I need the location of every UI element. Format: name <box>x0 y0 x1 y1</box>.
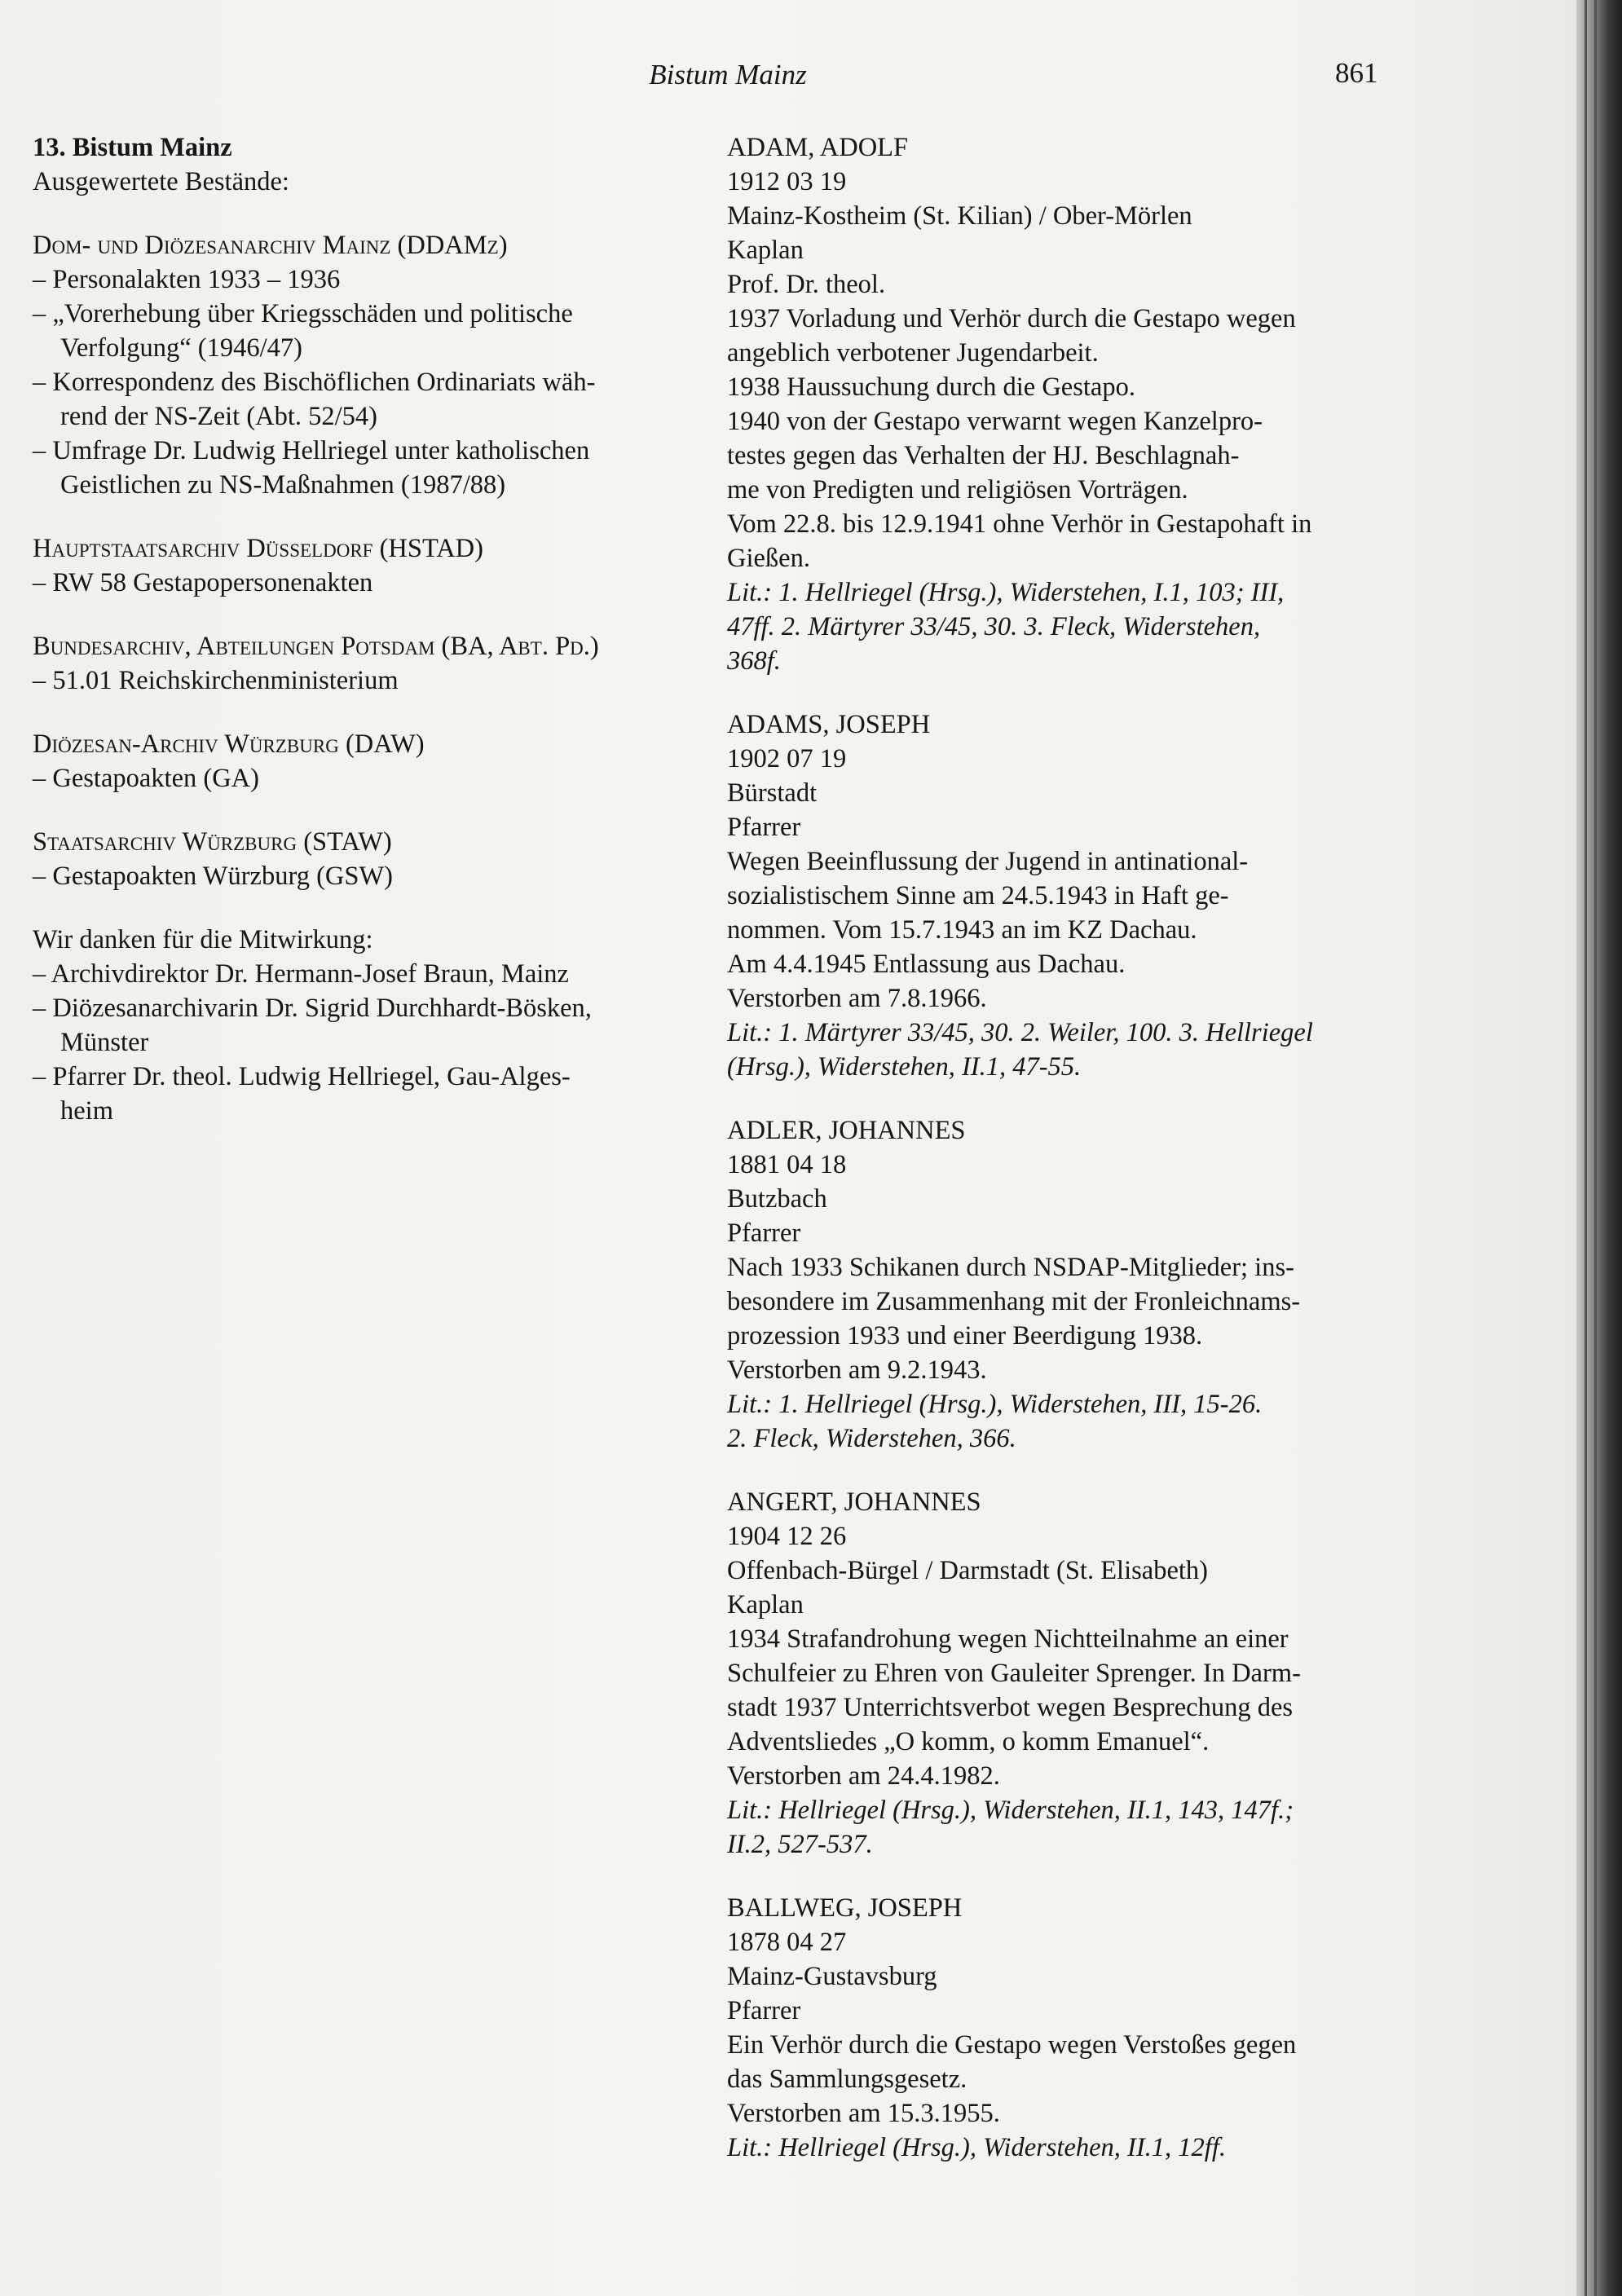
entry-line: Schulfeier zu Ehren von Gauleiter Sprenger. In Darm- <box>727 1659 1301 1688</box>
archive-name: Diözesan-Archiv Würzburg (DAW) <box>33 729 425 759</box>
sources-intro: Ausgewertete Bestände: <box>33 167 289 196</box>
thanks-intro: Wir danken für die Mitwirkung: <box>33 925 373 954</box>
entry-line: 1912 03 19 <box>727 167 847 196</box>
entry-line: Wegen Beeinflussung der Jugend in antinational- <box>727 847 1249 876</box>
entry-line: Pfarrer <box>727 1219 801 1248</box>
entry-name: ADAMS, JOSEPH <box>727 710 931 739</box>
entry-line: Bürstadt <box>727 778 818 808</box>
archive-item: – Personalakten 1933 – 1936 <box>33 265 341 294</box>
entry-literature: Lit.: 1. Hellriegel (Hrsg.), Widerstehen, III, 15-26. <box>727 1390 1263 1419</box>
entry-line: Mainz-Kostheim (St. Kilian) / Ober-Mörlen <box>727 201 1192 231</box>
archive-item: – 51.01 Reichskirchenministerium <box>33 666 399 695</box>
entry-line: das Sammlungsgesetz. <box>727 2065 967 2094</box>
thanks-item: – Archivdirektor Dr. Hermann-Josef Braun, Mainz <box>33 959 569 989</box>
entry-line: Am 4.4.1945 Entlassung aus Dachau. <box>727 950 1126 979</box>
biography-entry <box>727 130 1420 678</box>
entry-name: ADLER, JOHANNES <box>727 1116 966 1145</box>
spine-edge-line <box>1585 0 1587 2296</box>
entry-line: nommen. Vom 15.7.1943 an im KZ Dachau. <box>727 915 1197 945</box>
entry-line: besondere im Zusammenhang mit der Fronleichnams- <box>727 1287 1301 1316</box>
left-column <box>33 130 685 1128</box>
entry-line: Vom 22.8. bis 12.9.1941 ohne Verhör in Gestapohaft in <box>727 509 1312 539</box>
entry-literature: 368f. <box>727 646 781 676</box>
entry-line: Verstorben am 9.2.1943. <box>727 1355 987 1385</box>
thanks-item: – Pfarrer Dr. theol. Ludwig Hellriegel, Gau-Alges- <box>33 1062 571 1091</box>
archive-block <box>33 629 685 698</box>
archive-block <box>33 228 685 502</box>
entry-line: angeblich verbotener Jugendarbeit. <box>727 338 1099 368</box>
right-column <box>727 130 1420 2194</box>
archive-item: – RW 58 Gestapopersonenakten <box>33 568 373 597</box>
acknowledgements <box>33 923 685 1128</box>
entry-line: 1878 04 27 <box>727 1928 847 1957</box>
running-title: Bistum Mainz <box>649 59 807 90</box>
entry-literature: (Hrsg.), Widerstehen, II.1, 47-55. <box>727 1052 1082 1082</box>
archive-item-cont: rend der NS-Zeit (Abt. 52/54) <box>60 402 378 431</box>
entry-line: stadt 1937 Unterrichtsverbot wegen Besprechung des <box>727 1693 1294 1722</box>
entry-line: Adventsliedes „O komm, o komm Emanuel“. <box>727 1727 1210 1756</box>
entry-line: 1904 12 26 <box>727 1522 847 1551</box>
archive-item: – „Vorerhebung über Kriegsschäden und politische <box>33 299 573 328</box>
entry-literature: II.2, 527-537. <box>727 1830 873 1859</box>
page-number: 861 <box>1335 57 1378 89</box>
entry-line: Butzbach <box>727 1184 827 1214</box>
biography-entry <box>727 1485 1420 1862</box>
entry-line: Pfarrer <box>727 813 801 842</box>
entry-line: 1940 von der Gestapo verwarnt wegen Kanzelpro- <box>727 407 1263 436</box>
archive-name: Hauptstaatsarchiv Düsseldorf (HSTAD) <box>33 534 483 563</box>
entry-line: testes gegen das Verhalten der HJ. Beschlagnah- <box>727 441 1240 470</box>
thanks-item: – Diözesanarchivarin Dr. Sigrid Durchhardt-Bösken, <box>33 994 592 1023</box>
entry-line: sozialistischem Sinne am 24.5.1943 in Haft ge- <box>727 881 1229 910</box>
biography-entry <box>727 1113 1420 1456</box>
book-spine-shadow <box>1576 0 1622 2296</box>
entry-line: me von Predigten und religiösen Vorträgen. <box>727 475 1188 505</box>
entry-line: Pfarrer <box>727 1996 801 2025</box>
entry-literature: Lit.: Hellriegel (Hrsg.), Widerstehen, II.1, 143, 147f.; <box>727 1796 1294 1825</box>
entry-name: ANGERT, JOHANNES <box>727 1487 981 1517</box>
entry-literature: Lit.: 1. Märtyrer 33/45, 30. 2. Weiler, 100. 3. Hellriegel <box>727 1018 1313 1047</box>
entry-line: Ein Verhör durch die Gestapo wegen Verstoßes gegen <box>727 2030 1297 2060</box>
entry-literature: 47ff. 2. Märtyrer 33/45, 30. 3. Fleck, Widerstehen, <box>727 612 1261 641</box>
entry-literature: 2. Fleck, Widerstehen, 366. <box>727 1424 1016 1453</box>
archive-block <box>33 727 685 795</box>
thanks-item-cont: Münster <box>60 1028 149 1057</box>
entry-line: 1934 Strafandrohung wegen Nichtteilnahme an einer <box>727 1624 1289 1654</box>
archive-name: Staatsarchiv Würzburg (STAW) <box>33 827 392 857</box>
biography-entry <box>727 707 1420 1084</box>
entry-literature: Lit.: 1. Hellriegel (Hrsg.), Widerstehen, I.1, 103; III, <box>727 578 1285 607</box>
archive-block <box>33 531 685 600</box>
entry-line: Offenbach-Bürgel / Darmstadt (St. Elisabeth) <box>727 1556 1208 1585</box>
entry-line: Prof. Dr. theol. <box>727 270 886 299</box>
entry-literature: Lit.: Hellriegel (Hrsg.), Widerstehen, II.1, 12ff. <box>727 2133 1226 2162</box>
thanks-item-cont: heim <box>60 1096 113 1126</box>
archive-name: Bundesarchiv, Abteilungen Potsdam (BA, Abt. Pd.) <box>33 632 599 661</box>
entry-line: Nach 1933 Schikanen durch NSDAP-Mitglieder; ins- <box>727 1253 1294 1282</box>
archive-name: Dom- und Diözesanarchiv Mainz (DDAMz) <box>33 231 508 260</box>
entry-line: Kaplan <box>727 1590 804 1620</box>
archive-item: – Gestapoakten (GA) <box>33 764 259 793</box>
entry-name: BALLWEG, JOSEPH <box>727 1893 963 1923</box>
entry-line: Verstorben am 15.3.1955. <box>727 2099 1000 2128</box>
archive-item: – Korrespondenz des Bischöflichen Ordinariats wäh- <box>33 368 596 397</box>
entry-line: Verstorben am 24.4.1982. <box>727 1761 1000 1791</box>
archive-item-cont: Geistlichen zu NS-Maßnahmen (1987/88) <box>60 470 506 500</box>
entry-line: 1902 07 19 <box>727 744 847 773</box>
entry-line: 1881 04 18 <box>727 1150 847 1179</box>
entry-line: 1937 Vorladung und Verhör durch die Gestapo wegen <box>727 304 1296 333</box>
biography-entry <box>727 1891 1420 2165</box>
spine-edge-line <box>1594 0 1597 2296</box>
entry-line: 1938 Haussuchung durch die Gestapo. <box>727 372 1135 402</box>
entry-line: Verstorben am 7.8.1966. <box>727 984 987 1013</box>
archive-block <box>33 825 685 893</box>
archive-item: – Gestapoakten Würzburg (GSW) <box>33 862 393 891</box>
section-title: 13. Bistum Mainz <box>33 133 232 162</box>
archive-item: – Umfrage Dr. Ludwig Hellriegel unter katholischen <box>33 436 590 465</box>
entry-line: Kaplan <box>727 236 804 265</box>
archive-item-cont: Verfolgung“ (1946/47) <box>60 333 302 363</box>
entry-name: ADAM, ADOLF <box>727 133 909 162</box>
entry-line: prozession 1933 und einer Beerdigung 1938. <box>727 1321 1203 1351</box>
entry-line: Gießen. <box>727 544 810 573</box>
entry-line: Mainz-Gustavsburg <box>727 1962 937 1991</box>
